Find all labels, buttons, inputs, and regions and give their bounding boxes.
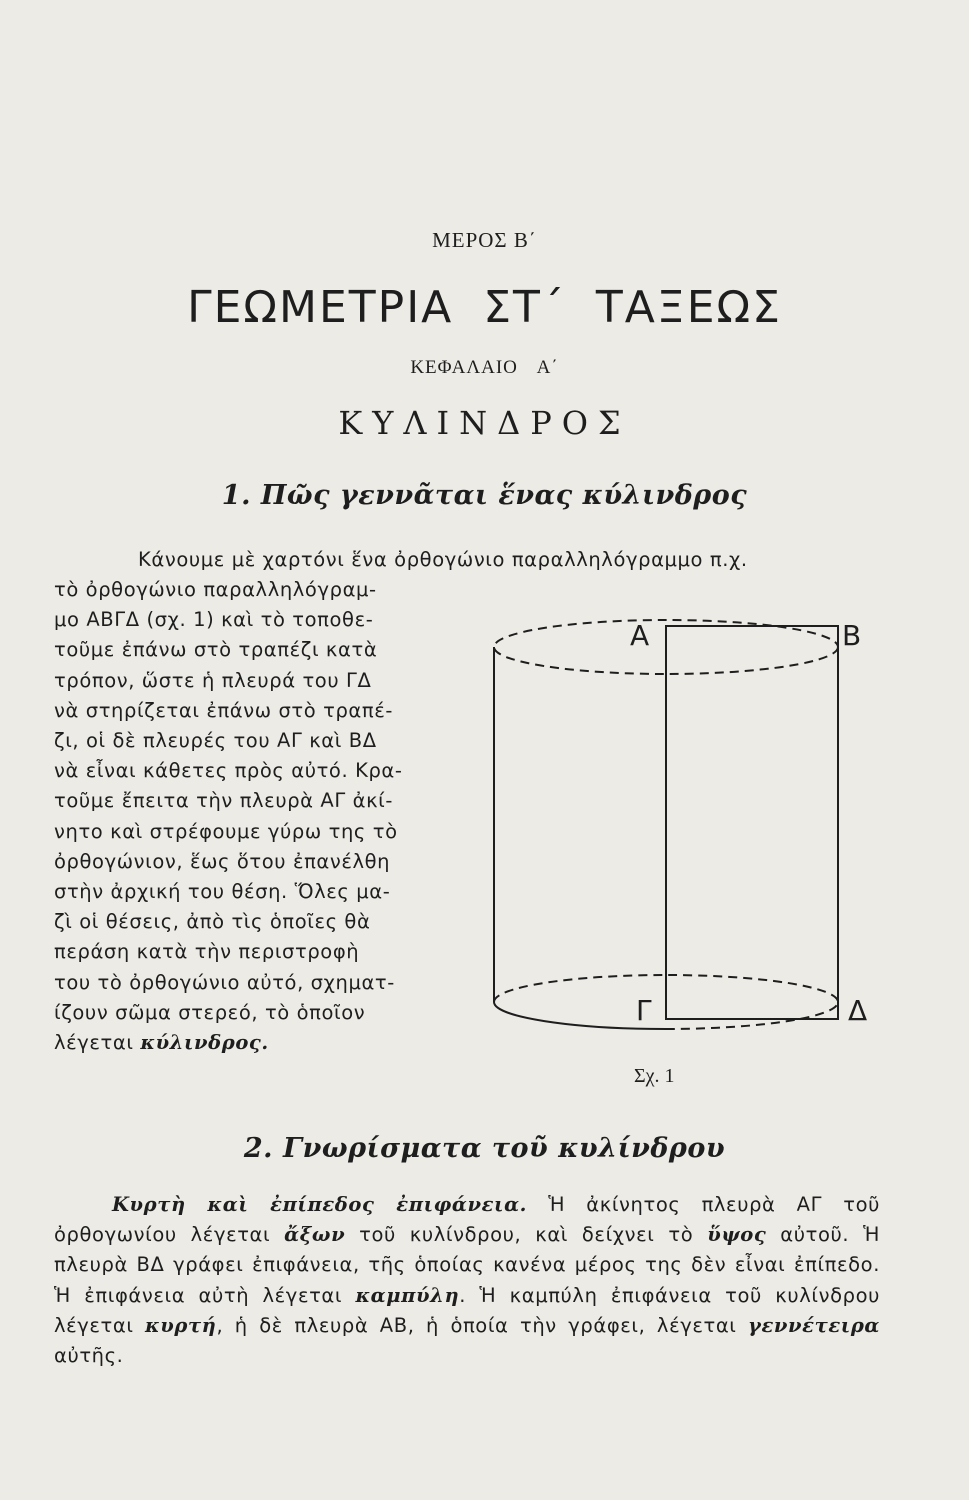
text-line: τρόπον, ὥστε ἡ πλευρά του ΓΔ <box>54 668 372 692</box>
text-line: ίζουν σῶμα στερεό, τὸ ὁποῖον <box>54 1000 366 1024</box>
section-1-side-text <box>54 575 466 1058</box>
text-line: στὴν ἀρχική του θέση. Ὅλες μα- <box>54 880 391 904</box>
chapter-label: ΚΕΦΑΛΑΙΟ Α΄ <box>410 357 559 378</box>
text-line: τοῦμε ἐπάνω στὸ τραπέζι κατὰ <box>54 638 378 662</box>
text-line: νὰ εἶναι κάθετες πρὸς αὐτό. Κρα- <box>54 759 403 783</box>
section-1-heading: 1. Πῶς γεννᾶται ἕνας κύλινδρος <box>221 480 748 511</box>
text-line: ζι, οἱ δὲ πλευρές του ΑΓ καὶ ΒΔ <box>54 729 377 753</box>
section-2-heading: 2. Γνωρίσματα τοῦ κυλίνδρου <box>243 1133 726 1164</box>
term-gennetira: γεννέτειρα <box>747 1313 880 1337</box>
text-line: νητο καὶ στρέφουμε γύρω της τὸ <box>54 819 398 843</box>
text-run: αὐτῆς. <box>54 1344 124 1368</box>
label-d: Δ <box>848 994 868 1027</box>
cylinder-figure <box>490 590 890 1110</box>
term-axon: ἄξων <box>284 1223 346 1247</box>
text-run: τοῦ κυλίνδρου, καὶ δείχνει τὸ <box>345 1223 708 1247</box>
figure-caption: Σχ. 1 <box>634 1065 675 1087</box>
text-line: περάση κατὰ τὴν περιστροφὴ <box>54 940 360 964</box>
text-line: μο ΑΒΓΔ (σχ. 1) καὶ τὸ τοποθε- <box>54 608 374 632</box>
section-1-intro-line: Κάνουμε μὲ χαρτόνι ἕνα ὀρθογώνιο παραλληλόγραμμο π.χ. <box>138 548 748 571</box>
bottom-ellipse-front-dashed <box>666 1002 838 1029</box>
label-g: Γ <box>636 994 652 1027</box>
text-run: , ἡ δὲ πλευρὰ ΑΒ, ἡ ὁποία τὴν γράφει, λέγεται <box>216 1313 748 1337</box>
chapter-title: ΚΥΛΙΝΔΡΟΣ <box>338 404 631 442</box>
text-line: του τὸ ὀρθογώνιο αὐτό, σχηματ- <box>54 970 395 994</box>
text-line: νὰ στηρίζεται ἐπάνω στὸ τραπέ- <box>54 698 393 722</box>
text-run: λέγεται <box>54 1031 141 1055</box>
text-run: αὐτοῦ. Ἡ πλευρὰ ΒΔ γράφει ἐπιφάνεια, τῆς ὁποίας κανένα μέρος της δὲν εἶναι ἐπίπεδο. Ἡ ἐπιφάνεια αὐτὴ λέγεται <box>54 1223 880 1307</box>
text-run: Ἡ ἀκίνητος πλευρὰ ΑΓ τοῦ ὀρθογωνίου λέγεται <box>54 1193 880 1247</box>
section-2-paragraph <box>54 1190 880 1371</box>
bold-run: Κυρτὴ καὶ ἐπίπεδος ἐπιφάνεια. <box>112 1193 528 1216</box>
term-kyrti: κυρτή <box>145 1313 217 1337</box>
term-kampyli: καμπύλη <box>355 1283 460 1307</box>
term-ypsos: ὕψος <box>707 1223 767 1247</box>
rectangle-abgd <box>666 626 838 1019</box>
text-run: . Ἡ καμπύλη ἐπιφάνεια τοῦ κυλίνδρου λέγεται <box>54 1283 881 1337</box>
text-line: ζὶ οἱ θέσεις, ἀπὸ τὶς ὁποῖες θὰ <box>54 910 371 934</box>
text-line-last <box>54 1028 466 1058</box>
text-line: ὀρθογώνιον, ἕως ὅτου ἐπανέλθη <box>54 849 391 873</box>
part-label: ΜΕΡΟΣ Β΄ <box>432 228 537 252</box>
term-kylindros: κύλινδρος. <box>140 1031 269 1055</box>
label-b: Β <box>842 619 862 652</box>
label-a: Α <box>630 619 650 652</box>
text-line: τοῦμε ἔπειτα τὴν πλευρὰ ΑΓ ἀκί- <box>54 789 394 813</box>
text-line: τὸ ὀρθογώνιο παραλληλόγραμ- <box>54 578 377 601</box>
main-title: ΓΕΩΜΕΤΡΙΑ ΣΤ΄ ΤΑΞΕΩΣ <box>187 282 782 333</box>
